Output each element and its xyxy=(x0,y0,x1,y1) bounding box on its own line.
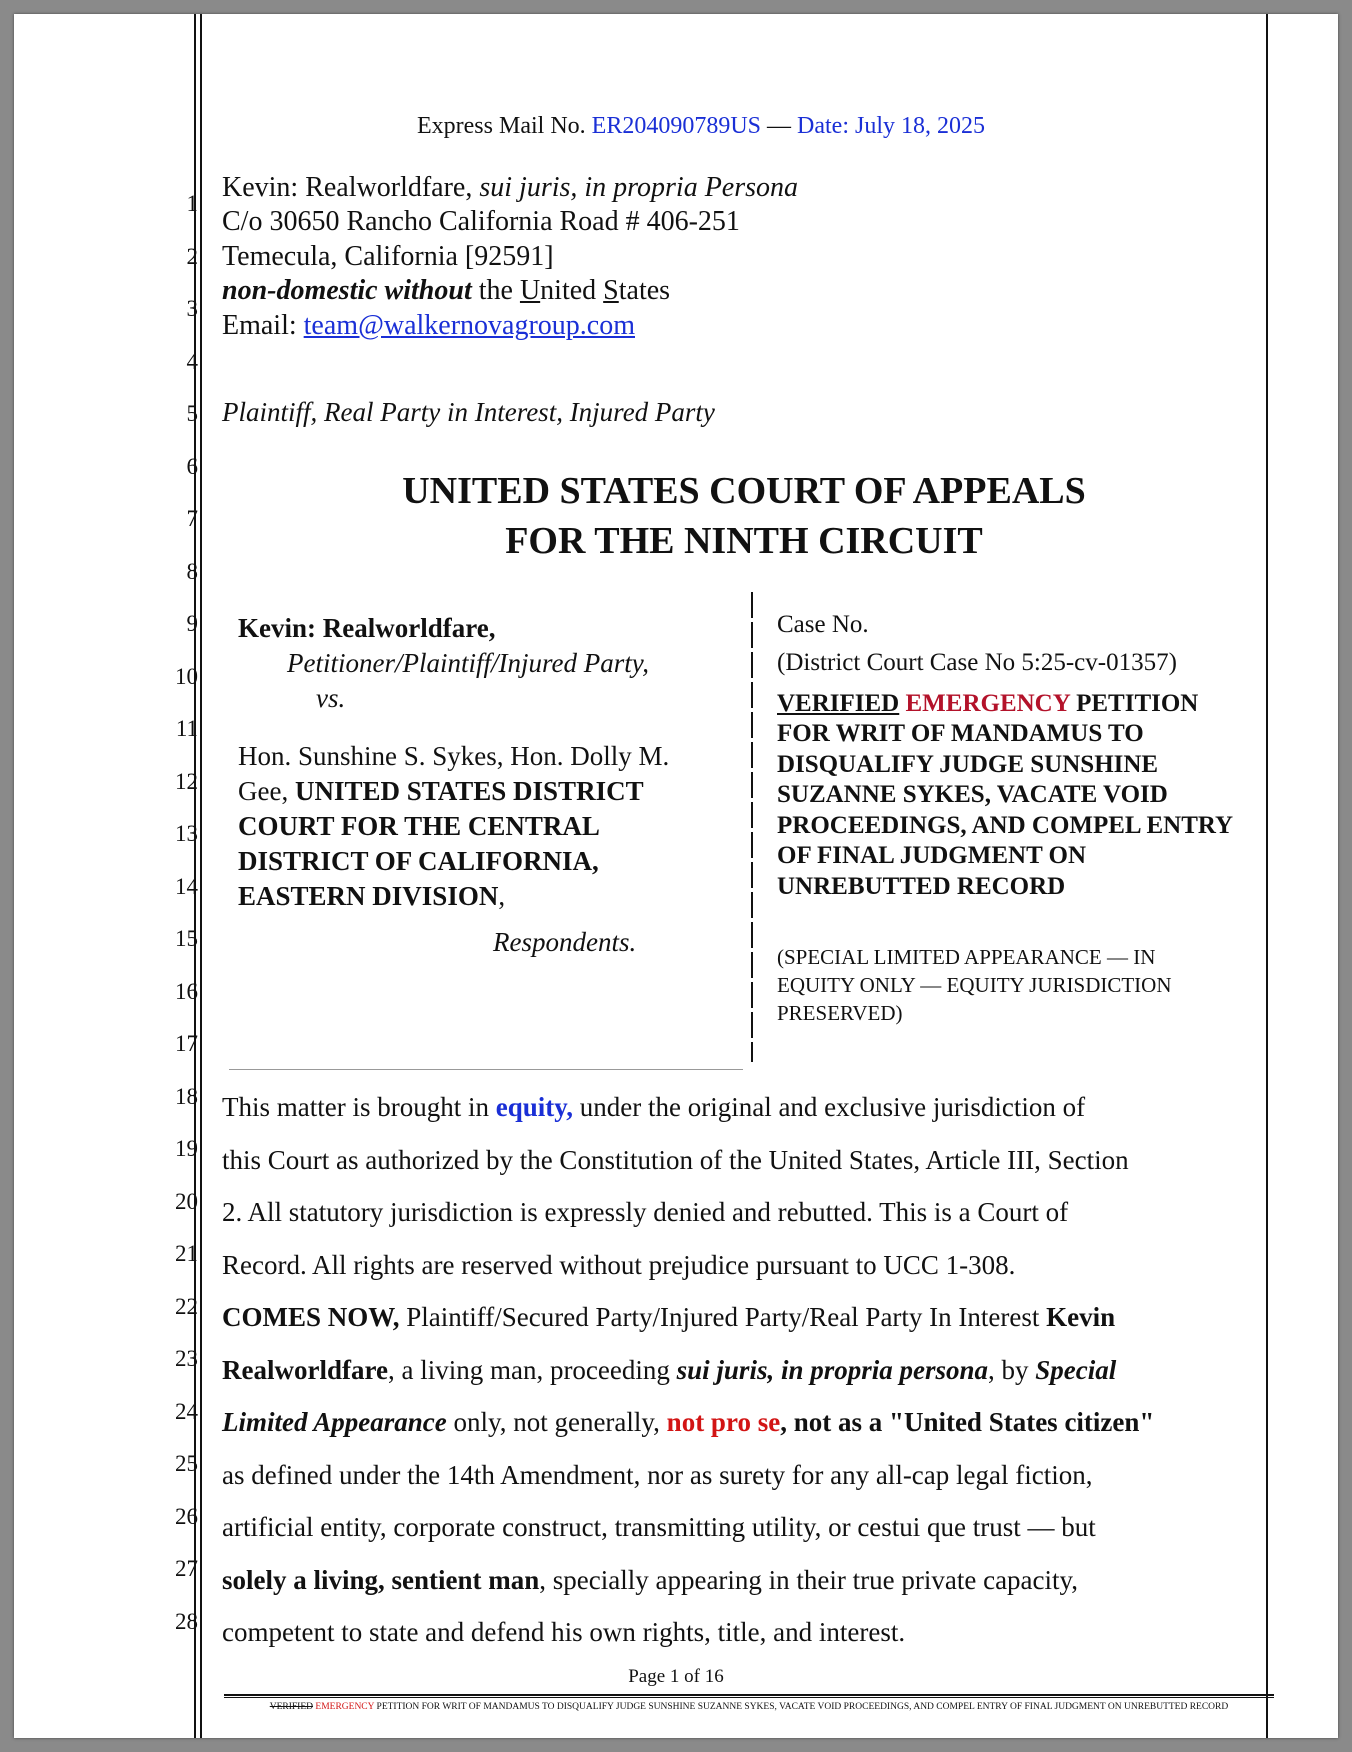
respondents-label: Respondents. xyxy=(493,927,637,957)
text-run-bold-italic: Special xyxy=(1035,1355,1117,1385)
respondent-division: EASTERN DIVISION xyxy=(238,881,499,911)
status-tates: tates xyxy=(618,275,671,306)
body-line-25: as defined under the 14th Amendment, nor as surety for any all-cap legal fiction, xyxy=(222,1460,1093,1490)
line-number: 21 xyxy=(175,1241,198,1266)
caption-bottom-rule xyxy=(229,1069,743,1070)
equity-emphasis: equity, xyxy=(495,1092,573,1122)
footer-document-title xyxy=(224,1702,1274,1712)
body-line-18 xyxy=(222,1090,1085,1124)
party-capacity: sui juris, in propria Persona xyxy=(479,172,799,203)
body-line-24 xyxy=(222,1405,1154,1439)
respondent-line5 xyxy=(238,879,505,914)
caption-divider xyxy=(751,592,753,1062)
line-number: 24 xyxy=(175,1399,198,1424)
body-line-20: 2. All statutory jurisdiction is expressly denied and rebutted. This is a Court of xyxy=(222,1197,1069,1227)
line-number: 25 xyxy=(175,1451,198,1476)
status-emphasis: non-domestic without xyxy=(222,275,472,306)
text-run-bold-italic: Limited Appearance xyxy=(222,1407,447,1437)
court-title-line2: FOR THE NINTH CIRCUIT xyxy=(505,520,983,562)
line-number: 19 xyxy=(175,1136,198,1161)
text-run: Plaintiff/Secured Party/Injured Party/Real Party In Interest xyxy=(399,1302,1047,1332)
line-number: 5 xyxy=(186,401,198,426)
header-dash: — xyxy=(767,113,792,139)
express-mail-label: Express Mail No. xyxy=(417,113,586,139)
body-line-26: artificial entity, corporate construct, transmitting utility, or cestui que trust — but xyxy=(222,1512,1096,1542)
status-the: the xyxy=(471,275,520,306)
document-title-line: OF FINAL JUDGMENT ON xyxy=(777,842,1087,869)
footer-emergency: EMERGENCY xyxy=(315,1702,375,1712)
not-pro-se: not pro se xyxy=(666,1407,781,1437)
line-number: 4 xyxy=(186,349,198,374)
footer-title-rest: PETITION FOR WRIT OF MANDAMUS TO DISQUALIFY JUDGE SUNSHINE SUZANNE SYKES, VACATE VOID PROCEEDINGS, AND COMPEL ENTRY OF FINAL JUDGMENT ON UNREBUTTED RECORD xyxy=(374,1702,1229,1712)
petitioner-name: Kevin: Realworldfare, xyxy=(238,613,496,643)
case-number: Case No. xyxy=(777,611,869,638)
body-line-27 xyxy=(222,1563,1078,1597)
line-number: 20 xyxy=(175,1189,198,1214)
status-nited: nited xyxy=(540,275,604,306)
appearance-line: PRESERVED) xyxy=(777,1001,903,1025)
document-title-line: DISQUALIFY JUDGE SUNSHINE xyxy=(777,751,1159,778)
right-margin-rule xyxy=(1266,14,1268,1738)
appearance-line: EQUITY ONLY — EQUITY JURISDICTION xyxy=(777,973,1172,997)
line-number: 6 xyxy=(186,454,198,479)
comes-now: COMES NOW, xyxy=(222,1302,400,1332)
line-number: 26 xyxy=(175,1504,198,1529)
header-date: Date: July 18, 2025 xyxy=(797,113,985,139)
document-title-line1 xyxy=(777,689,1198,719)
line-number: 12 xyxy=(175,769,198,794)
party-name-line xyxy=(222,171,798,205)
party-role: Plaintiff, Real Party in Interest, Injured Party xyxy=(222,397,715,427)
line-number: 3 xyxy=(186,296,198,321)
line-number: 23 xyxy=(175,1346,198,1371)
body-line-28: competent to state and defend his own rights, title, and interest. xyxy=(222,1617,906,1647)
status-u: U xyxy=(519,275,541,306)
document-title-line: FOR WRIT OF MANDAMUS TO xyxy=(777,720,1144,747)
respondent-court-a: UNITED STATES DISTRICT xyxy=(294,776,644,806)
text-run-bold: Kevin xyxy=(1046,1302,1116,1332)
title-emergency: EMERGENCY xyxy=(905,690,1070,717)
appearance-line: (SPECIAL LIMITED APPEARANCE — IN xyxy=(777,945,1156,969)
email-link[interactable]: team@walkernovagroup.com xyxy=(303,310,635,341)
status-s: S xyxy=(603,275,619,306)
party-name: Kevin: Realworldfare, xyxy=(222,172,480,203)
respondent-line1: Hon. Sunshine S. Sykes, Hon. Dolly M. xyxy=(238,741,670,771)
petitioner-role: Petitioner/Plaintiff/Injured Party, xyxy=(287,648,649,678)
line-number: 27 xyxy=(175,1556,198,1581)
document-title-line: PROCEEDINGS, AND COMPEL ENTRY xyxy=(777,812,1234,839)
document-title-line: UNREBUTTED RECORD xyxy=(777,873,1066,900)
versus: vs. xyxy=(316,683,346,713)
text-run-bold-italic: sui juris, in propria persona xyxy=(676,1355,988,1385)
line-number: 1 xyxy=(186,191,198,216)
email-label: Email: xyxy=(222,310,304,341)
line-number: 17 xyxy=(175,1031,198,1056)
text-run: only, not generally, xyxy=(446,1407,667,1437)
line-number: 10 xyxy=(175,664,198,689)
respondent-comma: , xyxy=(498,881,506,911)
district-case-number: (District Court Case No 5:25-cv-01357) xyxy=(777,649,1177,676)
body-line-19: this Court as authorized by the Constitution of the United States, Article III, Section xyxy=(222,1145,1129,1175)
footer-verified: VERIFIED xyxy=(269,1702,314,1712)
line-number: 14 xyxy=(175,874,198,899)
express-mail-header xyxy=(417,109,985,143)
text-run: under the original and exclusive jurisdiction of xyxy=(573,1092,1086,1122)
text-run-bold: , not as a "United States citizen" xyxy=(780,1407,1155,1437)
line-number: 9 xyxy=(186,611,198,636)
respondent-line4: DISTRICT OF CALIFORNIA, xyxy=(238,846,599,876)
body-line-22 xyxy=(222,1300,1115,1334)
title-verified: VERIFIED xyxy=(777,690,900,717)
line-number: 7 xyxy=(186,506,198,531)
text-run-bold: Realworldfare xyxy=(222,1355,388,1385)
court-title-line1: UNITED STATES COURT OF APPEALS xyxy=(402,470,1086,512)
express-mail-number: ER204090789US xyxy=(591,113,762,139)
left-margin-rule-inner xyxy=(200,14,202,1738)
line-number: 28 xyxy=(175,1609,198,1634)
text-run-bold: solely a living, sentient man xyxy=(222,1565,540,1595)
party-email-line xyxy=(222,309,635,343)
line-number: 18 xyxy=(175,1084,198,1109)
text-run: This matter is brought in xyxy=(222,1092,496,1122)
respondent-line2 xyxy=(238,774,644,809)
document-title-line: SUZANNE SYKES, VACATE VOID xyxy=(777,781,1168,808)
page-number: Page 1 of 16 xyxy=(628,1666,724,1687)
line-number: 2 xyxy=(186,244,198,269)
document-page xyxy=(14,14,1338,1738)
body-line-21: Record. All rights are reserved without prejudice pursuant to UCC 1-308. xyxy=(222,1250,1016,1280)
text-run: , a living man, proceeding xyxy=(387,1355,677,1385)
footer-rule-top xyxy=(224,1694,1274,1696)
line-number: 22 xyxy=(175,1294,198,1319)
party-status-line xyxy=(222,274,670,308)
party-address-line2: Temecula, California [92591] xyxy=(222,241,554,272)
text-run: , specially appearing in their true private capacity, xyxy=(539,1565,1079,1595)
line-number: 13 xyxy=(175,821,198,846)
respondent-gee: Gee, xyxy=(238,776,295,806)
line-number: 8 xyxy=(186,559,198,584)
line-number: 15 xyxy=(175,926,198,951)
respondent-line3: COURT FOR THE CENTRAL xyxy=(238,811,600,841)
title-petition: PETITION xyxy=(1076,690,1199,717)
text-run: , by xyxy=(988,1355,1036,1385)
line-number: 11 xyxy=(175,716,198,741)
line-number: 16 xyxy=(175,979,198,1004)
footer-rule-bottom xyxy=(224,1697,1274,1698)
body-line-23 xyxy=(222,1353,1116,1387)
party-address-line1: C/o 30650 Rancho California Road # 406-251 xyxy=(222,206,740,237)
